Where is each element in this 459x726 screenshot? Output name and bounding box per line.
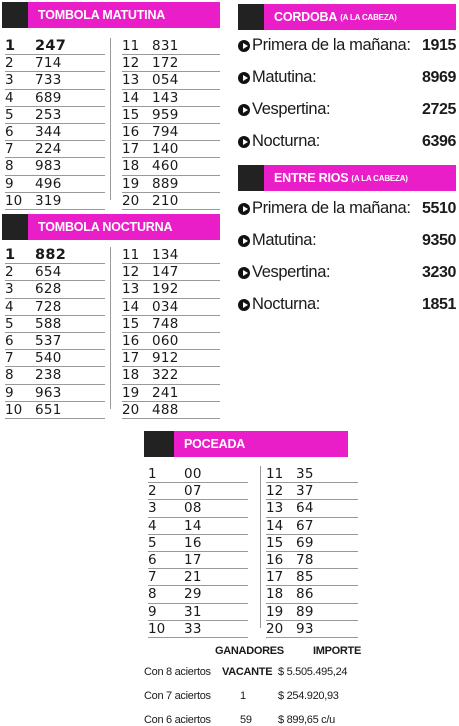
number-row [122, 72, 220, 89]
number-row [122, 402, 220, 419]
position-number: 2 [5, 264, 14, 281]
number-row [266, 518, 358, 535]
play-icon [238, 136, 250, 148]
number-row [148, 500, 248, 517]
number-row [148, 621, 248, 638]
drawn-number: 651 [35, 401, 62, 418]
number-row [148, 604, 248, 621]
drawn-number: 134 [152, 247, 179, 263]
drawn-number: 238 [35, 367, 62, 384]
position-number: 16 [266, 551, 284, 568]
quiniela-row [238, 68, 456, 87]
position-number: 1 [148, 466, 157, 482]
position-number: 19 [266, 603, 284, 620]
number-row [122, 367, 220, 384]
number-row [5, 193, 105, 210]
poceada-header [144, 431, 348, 457]
number-row [266, 586, 358, 603]
drawn-number: 322 [152, 367, 179, 384]
drawn-number: 78 [296, 551, 314, 568]
entre-rios-title: ENTRE RIOS (A LA CABEZA) [264, 165, 456, 191]
draw-label: Matutina: [252, 231, 317, 249]
drawn-number: 889 [152, 175, 179, 192]
position-number: 2 [148, 483, 157, 500]
draw-label: Nocturna: [252, 132, 320, 150]
position-number: 14 [122, 298, 140, 315]
position-number: 10 [5, 192, 23, 209]
prize-category: Con 6 aciertos [144, 714, 211, 726]
number-row [266, 500, 358, 517]
number-row [122, 247, 220, 264]
drawn-number: 08 [184, 500, 202, 517]
drawn-number: 37 [296, 483, 314, 500]
number-row [122, 124, 220, 141]
number-row [5, 38, 105, 55]
cordoba-results [238, 36, 456, 164]
number-row [266, 604, 358, 621]
draw-number: 2725 [422, 100, 456, 118]
position-number: 9 [148, 603, 157, 620]
importe-heading: IMPORTE [313, 645, 362, 657]
position-number: 15 [122, 315, 140, 332]
number-row [122, 176, 220, 193]
number-row [5, 72, 105, 89]
position-number: 14 [266, 517, 284, 534]
drawn-number: 147 [152, 264, 179, 281]
prize-amount: $ 254.920,93 [278, 690, 339, 702]
quiniela-row [238, 199, 456, 218]
poceada-title: POCEADA [174, 431, 348, 457]
position-number: 8 [5, 367, 14, 384]
draw-label: Vespertina: [252, 263, 331, 281]
entre-rios-results [238, 199, 456, 327]
drawn-number: 714 [35, 55, 62, 72]
position-number: 13 [122, 72, 140, 89]
draw-label: Matutina: [252, 68, 317, 86]
number-row [122, 264, 220, 281]
number-row [148, 483, 248, 500]
position-number: 9 [5, 384, 14, 401]
position-number: 18 [122, 367, 140, 384]
play-icon [238, 40, 250, 52]
draw-label: Vespertina: [252, 100, 331, 118]
quiniela-row [238, 295, 456, 314]
number-row [5, 107, 105, 124]
position-number: 12 [266, 483, 284, 500]
prize-category: Con 8 aciertos [144, 666, 211, 678]
number-row [122, 90, 220, 107]
position-number: 8 [5, 158, 14, 175]
prize-winners: VACANTE [222, 666, 273, 678]
position-number: 15 [266, 534, 284, 551]
drawn-number: 496 [35, 175, 62, 192]
drawn-number: 540 [35, 350, 62, 367]
drawn-number: 29 [184, 586, 202, 603]
drawn-number: 689 [35, 89, 62, 106]
position-number: 17 [122, 141, 140, 158]
number-row [122, 350, 220, 367]
drawn-number: 17 [184, 551, 202, 568]
position-number: 5 [5, 106, 14, 123]
play-icon [238, 267, 250, 279]
quiniela-row [238, 263, 456, 282]
position-number: 11 [122, 247, 140, 263]
number-row [5, 385, 105, 402]
position-number: 13 [266, 500, 284, 517]
number-row [266, 569, 358, 586]
nocturna-divider [110, 247, 111, 409]
header-block [238, 165, 264, 191]
number-row [266, 621, 358, 638]
position-number: 3 [5, 72, 14, 89]
drawn-number: 93 [296, 620, 314, 637]
drawn-number: 034 [152, 298, 179, 315]
position-number: 18 [122, 158, 140, 175]
number-row [5, 176, 105, 193]
drawn-number: 253 [35, 106, 62, 123]
number-row [122, 385, 220, 402]
quiniela-row [238, 132, 456, 151]
header-block [2, 214, 28, 240]
number-row [148, 518, 248, 535]
number-row [148, 586, 248, 603]
drawn-number: 241 [152, 384, 179, 401]
position-number: 15 [122, 106, 140, 123]
play-icon [238, 72, 250, 84]
number-row [5, 158, 105, 175]
number-row [122, 55, 220, 72]
position-number: 5 [5, 315, 14, 332]
prize-winners: 1 [240, 690, 246, 702]
position-number: 1 [5, 247, 16, 263]
drawn-number: 85 [296, 569, 314, 586]
drawn-number: 654 [35, 264, 62, 281]
draw-number: 1915 [422, 36, 456, 54]
matutina-divider [110, 38, 111, 200]
tombola-nocturna-title: TOMBOLA NOCTURNA [28, 214, 220, 240]
position-number: 19 [122, 384, 140, 401]
draw-number: 8969 [422, 68, 456, 86]
play-icon [238, 203, 250, 215]
drawn-number: 07 [184, 483, 202, 500]
drawn-number: 319 [35, 192, 62, 209]
drawn-number: 963 [35, 384, 62, 401]
drawn-number: 192 [152, 281, 179, 298]
position-number: 17 [266, 569, 284, 586]
position-number: 11 [266, 466, 284, 482]
drawn-number: 64 [296, 500, 314, 517]
drawn-number: 794 [152, 123, 179, 140]
drawn-number: 959 [152, 106, 179, 123]
position-number: 11 [122, 38, 140, 54]
position-number: 16 [122, 123, 140, 140]
position-number: 4 [148, 517, 157, 534]
number-row [5, 333, 105, 350]
play-icon [238, 104, 250, 116]
poceada-right-column [266, 466, 358, 638]
number-row [5, 141, 105, 158]
prize-category: Con 7 aciertos [144, 690, 211, 702]
drawn-number: 537 [35, 332, 62, 349]
nocturna-left-column [5, 247, 105, 419]
number-row [148, 552, 248, 569]
drawn-number: 31 [184, 603, 202, 620]
drawn-number: 054 [152, 72, 179, 89]
header-block [238, 4, 264, 30]
drawn-number: 16 [184, 534, 202, 551]
number-row [266, 466, 358, 483]
position-number: 3 [5, 281, 14, 298]
number-row [122, 299, 220, 316]
number-row [5, 367, 105, 384]
number-row [5, 90, 105, 107]
drawn-number: 588 [35, 315, 62, 332]
position-number: 12 [122, 264, 140, 281]
drawn-number: 86 [296, 586, 314, 603]
position-number: 7 [5, 141, 14, 158]
drawn-number: 733 [35, 72, 62, 89]
poceada-divider [260, 466, 261, 628]
draw-number: 3230 [422, 263, 456, 281]
draw-label: Primera de la mañana: [252, 36, 411, 54]
play-icon [238, 235, 250, 247]
position-number: 2 [5, 55, 14, 72]
draw-number: 6396 [422, 132, 456, 150]
number-row [122, 38, 220, 55]
number-row [5, 264, 105, 281]
drawn-number: 882 [35, 247, 67, 263]
number-row [122, 333, 220, 350]
number-row [266, 535, 358, 552]
position-number: 4 [5, 89, 14, 106]
position-number: 17 [122, 350, 140, 367]
cordoba-header [238, 4, 456, 30]
number-row [5, 402, 105, 419]
drawn-number: 488 [152, 401, 179, 418]
draw-number: 9350 [422, 231, 456, 249]
entre-rios-header [238, 165, 456, 191]
position-number: 19 [122, 175, 140, 192]
draw-label: Nocturna: [252, 295, 320, 313]
drawn-number: 33 [184, 620, 202, 637]
drawn-number: 210 [152, 192, 179, 209]
position-number: 13 [122, 281, 140, 298]
poceada-left-column [148, 466, 248, 638]
drawn-number: 728 [35, 298, 62, 315]
number-row [5, 281, 105, 298]
position-number: 20 [122, 401, 140, 418]
drawn-number: 35 [296, 466, 314, 482]
drawn-number: 143 [152, 89, 179, 106]
number-row [148, 466, 248, 483]
position-number: 12 [122, 55, 140, 72]
drawn-number: 140 [152, 141, 179, 158]
number-row [122, 158, 220, 175]
position-number: 5 [148, 534, 157, 551]
drawn-number: 748 [152, 315, 179, 332]
number-row [5, 247, 105, 264]
quiniela-row [238, 100, 456, 119]
position-number: 14 [122, 89, 140, 106]
quiniela-row [238, 231, 456, 250]
drawn-number: 247 [35, 38, 67, 54]
drawn-number: 00 [184, 466, 202, 482]
drawn-number: 21 [184, 569, 202, 586]
position-number: 6 [5, 332, 14, 349]
position-number: 20 [122, 192, 140, 209]
matutina-right-column [122, 38, 220, 210]
tombola-matutina-header [2, 2, 220, 28]
drawn-number: 67 [296, 517, 314, 534]
number-row [122, 193, 220, 210]
tombola-matutina-title: TOMBOLA MATUTINA [28, 2, 220, 28]
drawn-number: 224 [35, 141, 62, 158]
drawn-number: 912 [152, 350, 179, 367]
number-row [122, 281, 220, 298]
drawn-number: 831 [152, 38, 179, 54]
position-number: 10 [5, 401, 23, 418]
number-row [5, 316, 105, 333]
number-row [5, 124, 105, 141]
drawn-number: 060 [152, 332, 179, 349]
play-icon [238, 299, 250, 311]
number-row [122, 316, 220, 333]
position-number: 6 [148, 551, 157, 568]
position-number: 1 [5, 38, 16, 54]
draw-number: 1851 [422, 295, 456, 313]
position-number: 3 [148, 500, 157, 517]
drawn-number: 69 [296, 534, 314, 551]
draw-number: 5510 [422, 199, 456, 217]
cordoba-title: CORDOBA (A LA CABEZA) [264, 4, 456, 30]
number-row [122, 141, 220, 158]
position-number: 18 [266, 586, 284, 603]
position-number: 10 [148, 620, 166, 637]
prize-winners: 59 [240, 714, 252, 726]
number-row [266, 552, 358, 569]
number-row [266, 483, 358, 500]
prize-amount: $ 899,65 c/u [278, 714, 335, 726]
prize-amount: $ 5.505.495,24 [278, 666, 348, 678]
position-number: 20 [266, 620, 284, 637]
ganadores-heading: GANADORES [215, 645, 284, 657]
drawn-number: 172 [152, 55, 179, 72]
position-number: 8 [148, 586, 157, 603]
drawn-number: 89 [296, 603, 314, 620]
position-number: 7 [148, 569, 157, 586]
header-block [2, 2, 28, 28]
drawn-number: 628 [35, 281, 62, 298]
position-number: 7 [5, 350, 14, 367]
drawn-number: 460 [152, 158, 179, 175]
number-row [5, 55, 105, 72]
number-row [5, 299, 105, 316]
number-row [148, 535, 248, 552]
draw-label: Primera de la mañana: [252, 199, 411, 217]
nocturna-right-column [122, 247, 220, 419]
header-block [144, 431, 174, 457]
position-number: 6 [5, 123, 14, 140]
tombola-nocturna-header [2, 214, 220, 240]
drawn-number: 344 [35, 123, 62, 140]
drawn-number: 14 [184, 517, 202, 534]
number-row [148, 569, 248, 586]
position-number: 9 [5, 175, 14, 192]
quiniela-row [238, 36, 456, 55]
position-number: 16 [122, 332, 140, 349]
number-row [122, 107, 220, 124]
matutina-left-column [5, 38, 105, 210]
number-row [5, 350, 105, 367]
position-number: 4 [5, 298, 14, 315]
drawn-number: 983 [35, 158, 62, 175]
